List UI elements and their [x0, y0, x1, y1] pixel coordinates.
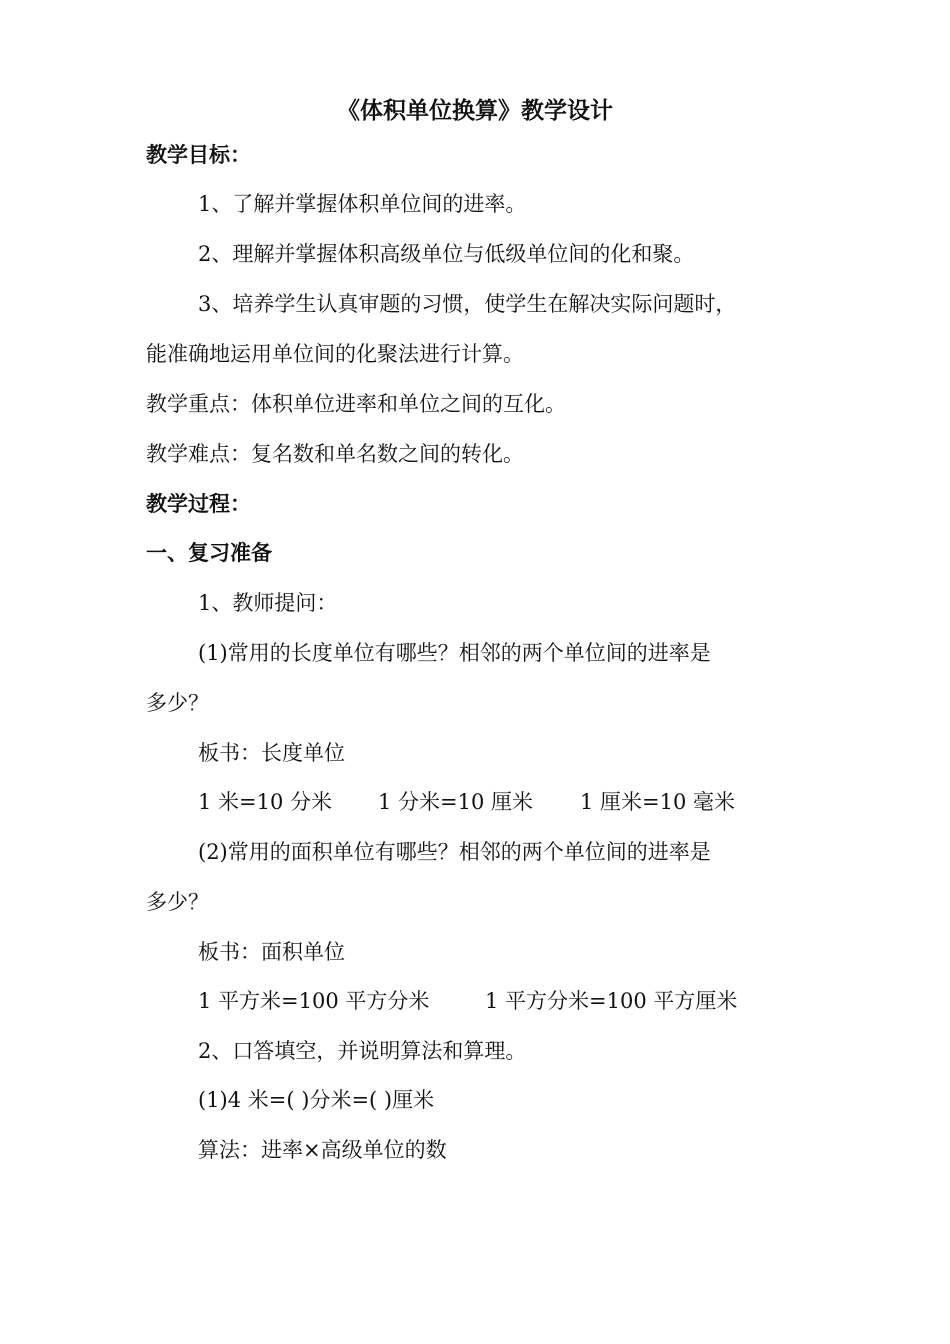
document-title: 《体积单位换算》教学设计 [337, 98, 613, 124]
board-area-heading: 板书：面积单位 [198, 940, 345, 964]
area-unit: 1 平方分米=100 平方厘米 [485, 989, 738, 1013]
objective-item: 1、了解并掌握体积单位间的进率。 [198, 192, 527, 216]
question-2a: (1)4 米=( )分米=( )厘米 [198, 1088, 435, 1112]
board-length-heading: 板书：长度单位 [198, 741, 345, 765]
length-units-row [198, 788, 810, 816]
length-unit: 1 米=10 分米 [198, 790, 333, 814]
question-2: 2、口答填空，并说明算法和算理。 [198, 1039, 527, 1063]
question-1a: (1)常用的长度单位有哪些？相邻的两个单位间的进率是 [198, 641, 711, 665]
question-1b-continuation: 多少？ [146, 890, 209, 914]
question-1a-continuation: 多少？ [146, 691, 209, 715]
key-point: 教学重点：体积单位进率和单位之间的互化。 [146, 392, 566, 416]
objective-item: 2、理解并掌握体积高级单位与低级单位间的化和聚。 [198, 242, 695, 266]
section-heading: 一、复习准备 [146, 541, 272, 565]
objective-item-continuation: 能准确地运用单位间的化聚法进行计算。 [146, 342, 524, 366]
area-units-row [198, 987, 810, 1015]
length-unit: 1 厘米=10 毫米 [580, 790, 736, 814]
method-note: 算法：进率×高级单位的数 [198, 1138, 447, 1162]
process-heading: 教学过程： [146, 492, 251, 516]
question-1b: (2)常用的面积单位有哪些？相邻的两个单位间的进率是 [198, 840, 711, 864]
difficulty: 教学难点：复名数和单名数之间的转化。 [146, 442, 524, 466]
length-unit: 1 分米=10 厘米 [378, 790, 534, 814]
objectives-heading: 教学目标： [146, 143, 251, 167]
objective-item: 3、培养学生认真审题的习惯，使学生在解决实际问题时， [198, 292, 737, 316]
area-unit: 1 平方米=100 平方分米 [198, 989, 430, 1013]
question-1: 1、教师提问： [198, 591, 338, 615]
